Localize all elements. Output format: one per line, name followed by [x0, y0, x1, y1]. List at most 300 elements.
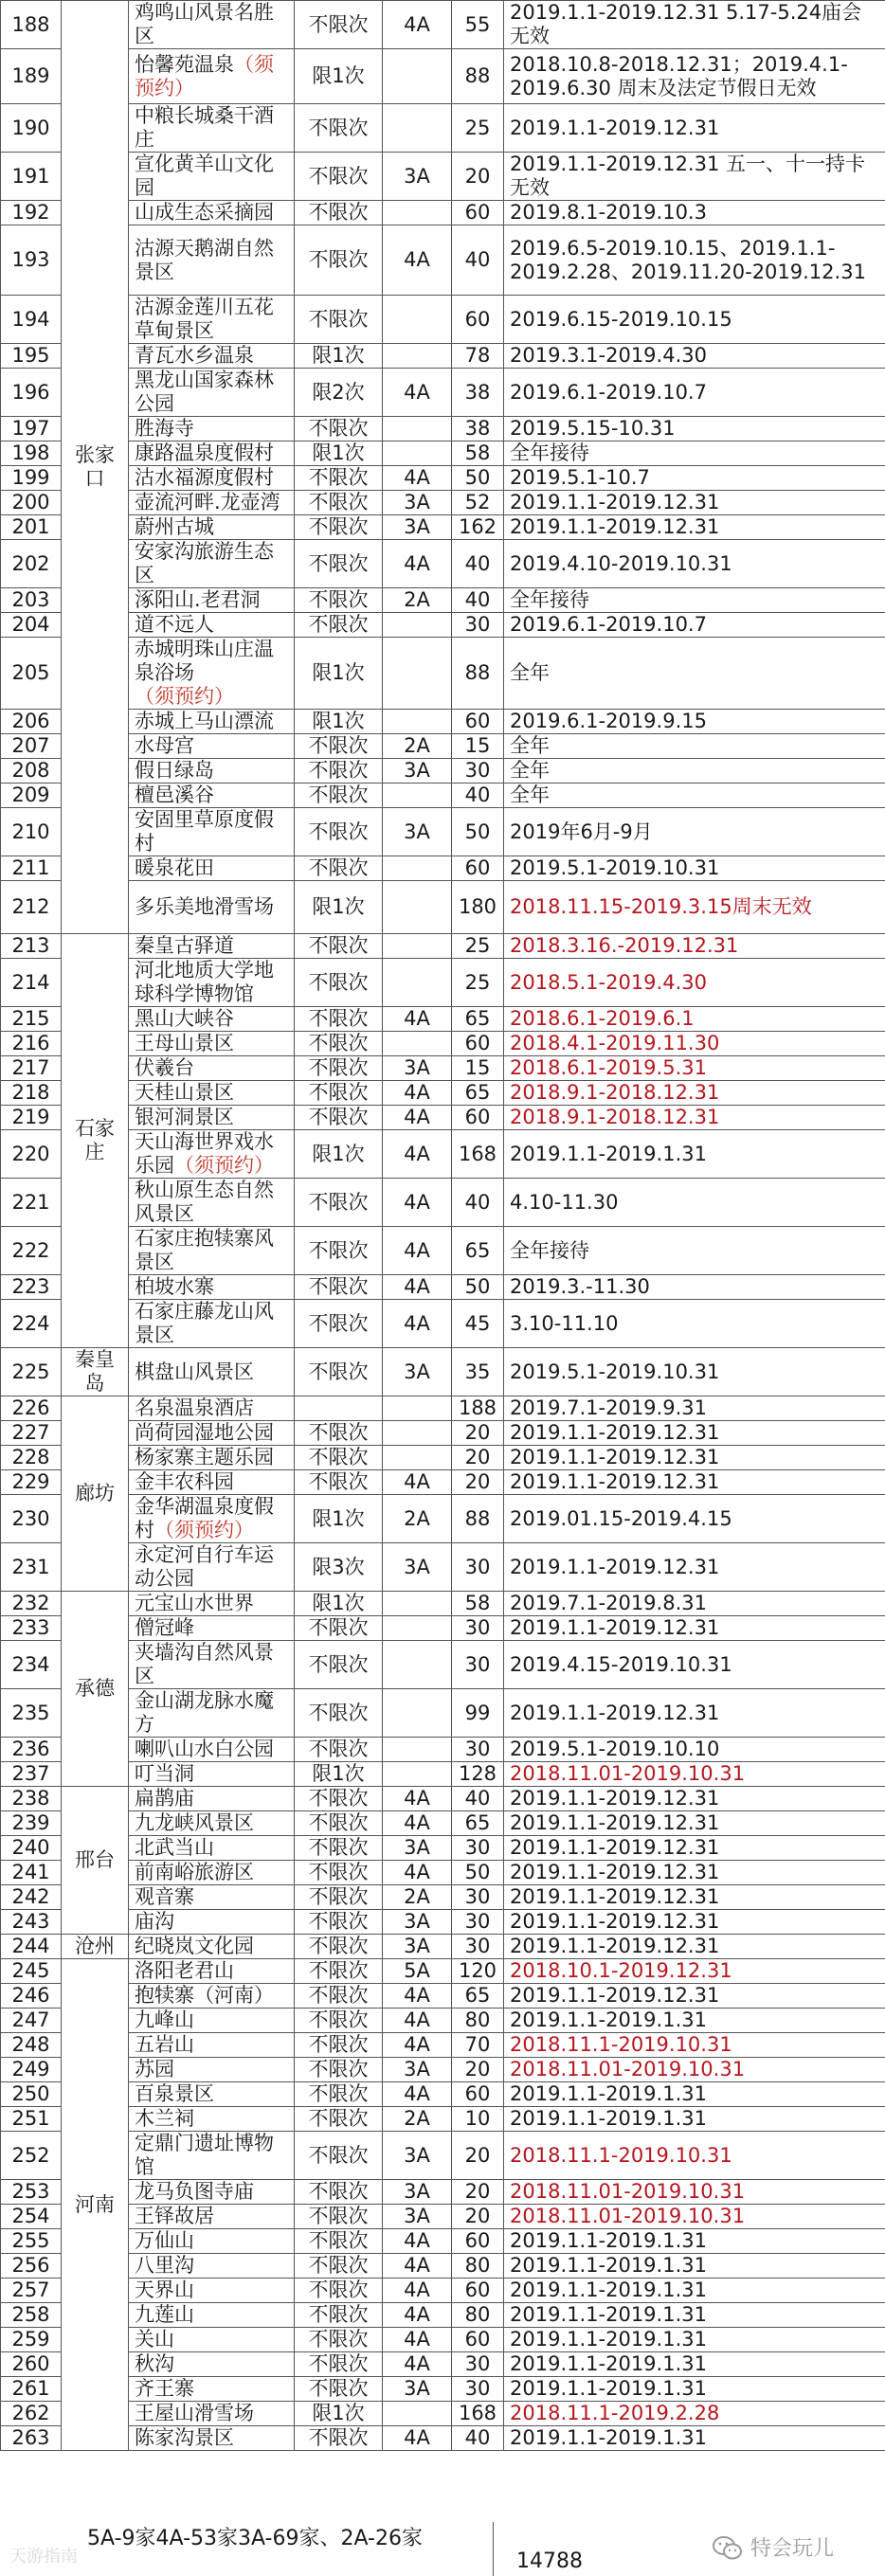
spot-name — [129, 441, 295, 466]
spot-name — [129, 49, 295, 104]
rating-level — [383, 2402, 452, 2426]
spot-name — [129, 1836, 295, 1861]
table-row — [1, 1762, 885, 1787]
rating-level: 4A — [383, 1081, 452, 1106]
table-row — [1, 1106, 885, 1130]
valid-dates: 2019.1.1-2019.1.31 — [504, 2229, 885, 2254]
usage-limit: 不限次 — [295, 2303, 383, 2328]
rating-level — [383, 613, 452, 638]
ticket-price: 20 — [452, 1446, 504, 1470]
spot-name — [129, 759, 295, 784]
valid-dates: 2019.1.1-2019.1.31 — [504, 2009, 885, 2033]
spot-name — [129, 1348, 295, 1396]
table-row — [1, 540, 885, 588]
row-number: 254 — [1, 2205, 62, 2229]
ticket-price: 30 — [452, 1738, 504, 1762]
spot-name-text: 石家庄抱犊寨风景区 — [135, 1227, 274, 1273]
ticket-price: 30 — [452, 2377, 504, 2402]
rating-level — [383, 1738, 452, 1762]
rating-level — [383, 1592, 452, 1616]
ticket-price: 40 — [452, 1179, 504, 1227]
ticket-price: 25 — [452, 934, 504, 959]
table-row — [1, 2082, 885, 2107]
spot-name — [129, 296, 295, 344]
spot-name — [129, 613, 295, 638]
spot-name-text: 沽源天鹅湖自然景区 — [135, 236, 274, 283]
usage-limit: 不限次 — [295, 153, 383, 201]
ticket-price: 58 — [452, 441, 504, 466]
valid-dates: 2019.1.1-2019.12.31 — [504, 1689, 885, 1738]
spot-name — [129, 1, 295, 49]
table-row — [1, 881, 885, 934]
spot-name — [129, 1446, 295, 1470]
ticket-price: 30 — [452, 1910, 504, 1935]
rating-level: 4A — [383, 1227, 452, 1275]
usage-limit: 不限次 — [295, 2426, 383, 2451]
rating-level — [383, 344, 452, 369]
usage-limit: 限1次 — [295, 2402, 383, 2426]
valid-dates: 2018.10.1-2019.12.31 — [504, 1959, 885, 1984]
usage-limit: 不限次 — [295, 225, 383, 296]
spot-name-text: 名泉温泉酒店 — [135, 1396, 254, 1419]
spot-name-text: 万仙山 — [135, 2229, 194, 2252]
valid-dates: 2019.1.1-2019.1.31 — [504, 2352, 885, 2377]
rating-level: 4A — [383, 466, 452, 491]
usage-limit: 不限次 — [295, 2058, 383, 2082]
usage-limit: 不限次 — [295, 1, 383, 49]
table-row — [1, 225, 885, 296]
table-row — [1, 959, 885, 1007]
usage-limit — [295, 1396, 383, 1421]
spot-name — [129, 638, 295, 710]
valid-dates: 2019.6.1-2019.9.15 — [504, 710, 885, 734]
city-cell: 张家口 — [62, 1, 129, 934]
row-number: 212 — [1, 881, 62, 934]
table-row — [1, 1396, 885, 1421]
row-number: 242 — [1, 1885, 62, 1910]
rating-level: 2A — [383, 1495, 452, 1543]
table-row — [1, 1495, 885, 1543]
ticket-price: 65 — [452, 1811, 504, 1836]
valid-dates: 2019.1.1-2019.12.31 — [504, 1811, 885, 1836]
spot-name — [129, 1007, 295, 1032]
row-number: 248 — [1, 2033, 62, 2058]
ticket-price: 30 — [452, 1543, 504, 1592]
spot-name-text: 九峰山 — [135, 2009, 194, 2031]
valid-dates: 2019.8.1-2019.10.3 — [504, 201, 885, 225]
valid-dates: 2019.1.1-2019.12.31 — [504, 1446, 885, 1470]
rating-level: 4A — [383, 1130, 452, 1179]
usage-limit: 不限次 — [295, 934, 383, 959]
rating-level: 4A — [383, 2033, 452, 2058]
row-number: 189 — [1, 49, 62, 104]
rating-level: 4A — [383, 1300, 452, 1348]
spot-name — [129, 1396, 295, 1421]
usage-limit: 不限次 — [295, 1885, 383, 1910]
row-number: 257 — [1, 2279, 62, 2303]
spot-name — [129, 466, 295, 491]
ticket-price: 120 — [452, 1959, 504, 1984]
table-row — [1, 856, 885, 881]
ticket-price: 88 — [452, 638, 504, 710]
spot-name-text: 天桂山景区 — [135, 1081, 234, 1104]
spot-name — [129, 1616, 295, 1641]
valid-dates: 2019.5.15-10.31 — [504, 417, 885, 441]
ticket-price: 65 — [452, 1007, 504, 1032]
valid-dates: 2019.7.1-2019.8.31 — [504, 1592, 885, 1616]
spot-name — [129, 881, 295, 934]
valid-dates: 2019.1.1-2019.12.31 — [504, 1836, 885, 1861]
valid-dates: 2019.1.1-2019.12.31 — [504, 1543, 885, 1592]
valid-dates: 3.10-11.10 — [504, 1300, 885, 1348]
rating-level — [383, 1396, 452, 1421]
ticket-price: 30 — [452, 1935, 504, 1959]
ticket-price: 45 — [452, 1300, 504, 1348]
spot-name-text: 夹墙沟自然风景区 — [135, 1641, 274, 1687]
spot-name-text: 喇叭山水白公园 — [135, 1738, 274, 1760]
spot-name — [129, 2352, 295, 2377]
row-number: 251 — [1, 2107, 62, 2132]
usage-limit: 限3次 — [295, 1543, 383, 1592]
ticket-price: 60 — [452, 2082, 504, 2107]
spot-name-text: 秦皇古驿道 — [135, 934, 234, 957]
row-number: 243 — [1, 1910, 62, 1935]
table-row — [1, 2229, 885, 2254]
rating-level — [383, 296, 452, 344]
spot-name-text: 天山海世界戏水乐园 — [135, 1130, 274, 1177]
rating-level: 3A — [383, 1836, 452, 1861]
ticket-price: 30 — [452, 1836, 504, 1861]
table-row — [1, 1179, 885, 1227]
row-number: 256 — [1, 2254, 62, 2279]
valid-dates: 2018.10.8-2018.12.31；2019.4.1-2019.6.30 周末及法定节假日无效 — [504, 49, 885, 104]
table-row — [1, 466, 885, 491]
row-number: 232 — [1, 1592, 62, 1616]
spot-name — [129, 2058, 295, 2082]
table-row — [1, 104, 885, 153]
ticket-price: 99 — [452, 1689, 504, 1738]
row-number: 241 — [1, 1861, 62, 1885]
spot-name — [129, 1935, 295, 1959]
row-number: 225 — [1, 1348, 62, 1396]
rating-level: 4A — [383, 369, 452, 417]
usage-limit: 不限次 — [295, 201, 383, 225]
city-cell: 廊坊 — [62, 1396, 129, 1592]
table-row — [1, 1056, 885, 1081]
usage-limit: 不限次 — [295, 2229, 383, 2254]
usage-limit: 不限次 — [295, 1446, 383, 1470]
spot-name — [129, 784, 295, 808]
row-number: 211 — [1, 856, 62, 881]
rating-level: 4A — [383, 1106, 452, 1130]
valid-dates: 2019.1.1-2019.12.31 — [504, 1984, 885, 2009]
table-row — [1, 638, 885, 710]
ticket-price: 128 — [452, 1762, 504, 1787]
row-number: 196 — [1, 369, 62, 417]
table-row — [1, 49, 885, 104]
spot-name-text: 王母山景区 — [135, 1032, 234, 1054]
table-row — [1, 2009, 885, 2033]
valid-dates: 2019.4.15-2019.10.31 — [504, 1641, 885, 1689]
rating-level — [383, 1421, 452, 1446]
table-row — [1, 2352, 885, 2377]
valid-dates: 2019.1.1-2019.1.31 — [504, 2279, 885, 2303]
rating-level: 3A — [383, 2132, 452, 2180]
row-number: 235 — [1, 1689, 62, 1738]
rating-level: 4A — [383, 2229, 452, 2254]
spot-name-text: 观音寨 — [135, 1885, 194, 1908]
rating-level: 3A — [383, 1348, 452, 1396]
ticket-price: 30 — [452, 1885, 504, 1910]
usage-limit: 不限次 — [295, 417, 383, 441]
usage-limit: 不限次 — [295, 1738, 383, 1762]
spot-name — [129, 417, 295, 441]
row-number: 219 — [1, 1106, 62, 1130]
spot-name-text: 壶流河畔.龙壶湾 — [135, 491, 280, 513]
rating-level: 3A — [383, 515, 452, 540]
spot-name-text: 八里沟 — [135, 2254, 194, 2277]
rating-level — [383, 1689, 452, 1738]
spot-name — [129, 1227, 295, 1275]
usage-limit: 不限次 — [295, 1032, 383, 1056]
row-number: 201 — [1, 515, 62, 540]
row-number: 253 — [1, 2180, 62, 2205]
table-row — [1, 1885, 885, 1910]
row-number: 204 — [1, 613, 62, 638]
spot-name — [129, 1811, 295, 1836]
city-cell: 河南 — [62, 1959, 129, 2451]
ticket-price: 20 — [452, 1421, 504, 1446]
row-number: 188 — [1, 1, 62, 49]
usage-limit: 不限次 — [295, 2279, 383, 2303]
row-number: 200 — [1, 491, 62, 515]
valid-dates: 2019.1.1-2019.12.31 — [504, 491, 885, 515]
row-number: 231 — [1, 1543, 62, 1592]
rating-level: 4A — [383, 2279, 452, 2303]
rating-level: 2A — [383, 734, 452, 759]
spot-name-text: 青瓦水乡温泉 — [135, 344, 254, 367]
rating-level — [383, 104, 452, 153]
valid-dates: 全年 — [504, 734, 885, 759]
ticket-price: 60 — [452, 1106, 504, 1130]
spot-name — [129, 1984, 295, 2009]
spot-name-text: 九莲山 — [135, 2303, 194, 2326]
usage-limit: 不限次 — [295, 734, 383, 759]
table-row — [1, 417, 885, 441]
spot-name-text: 尚荷园湿地公园 — [135, 1421, 274, 1444]
row-number: 263 — [1, 2426, 62, 2451]
wechat-icon — [713, 2535, 743, 2562]
ticket-price: 60 — [452, 2279, 504, 2303]
valid-dates: 2019.6.15-2019.10.15 — [504, 296, 885, 344]
row-number: 230 — [1, 1495, 62, 1543]
usage-limit: 不限次 — [295, 1984, 383, 2009]
usage-limit: 限1次 — [295, 49, 383, 104]
spot-name-text: 永定河自行车运动公园 — [135, 1543, 274, 1590]
usage-limit: 不限次 — [295, 1959, 383, 1984]
ticket-price: 168 — [452, 2402, 504, 2426]
usage-limit: 不限次 — [295, 104, 383, 153]
rating-level — [383, 784, 452, 808]
spot-name-text: 涿阳山.老君洞 — [135, 588, 261, 611]
row-number: 260 — [1, 2352, 62, 2377]
valid-dates: 2019.1.1-2019.12.31 — [504, 1421, 885, 1446]
booking-note: （须预约） — [174, 1154, 274, 1177]
footer-summary: 5A-9家4A-53家3A-69家、2A-26家 — [87, 2527, 423, 2550]
spot-name — [129, 1032, 295, 1056]
spot-name-text: 赤城明珠山庄温泉浴场 — [135, 638, 274, 684]
spot-name-text: 杨家寨主题乐园 — [135, 1446, 274, 1468]
table-row — [1, 1130, 885, 1179]
valid-dates: 2019.1.1-2019.1.31 — [504, 1130, 885, 1179]
ticket-price: 88 — [452, 1495, 504, 1543]
ticket-price: 20 — [452, 2180, 504, 2205]
ticket-price: 40 — [452, 225, 504, 296]
usage-limit: 不限次 — [295, 1861, 383, 1885]
valid-dates: 2019.1.1-2019.1.31 — [504, 2377, 885, 2402]
row-number: 227 — [1, 1421, 62, 1446]
ticket-price: 180 — [452, 881, 504, 934]
row-number: 203 — [1, 588, 62, 613]
ticket-price: 15 — [452, 1056, 504, 1081]
valid-dates: 2018.9.1-2018.12.31 — [504, 1081, 885, 1106]
spot-name — [129, 2180, 295, 2205]
ticket-price: 50 — [452, 808, 504, 856]
rating-level: 3A — [383, 1935, 452, 1959]
ticket-price: 80 — [452, 2303, 504, 2328]
table-row — [1, 2402, 885, 2426]
usage-limit: 不限次 — [295, 1935, 383, 1959]
usage-limit: 不限次 — [295, 1275, 383, 1300]
row-number: 192 — [1, 201, 62, 225]
spot-name — [129, 2009, 295, 2033]
spot-name-text: 康路温泉度假村 — [135, 441, 274, 464]
spot-name — [129, 2082, 295, 2107]
rating-level — [383, 856, 452, 881]
usage-limit: 限1次 — [295, 441, 383, 466]
spot-name — [129, 2402, 295, 2426]
footer-divider — [493, 2522, 494, 2576]
spot-name-text: 王铎故居 — [135, 2205, 214, 2227]
usage-limit: 不限次 — [295, 515, 383, 540]
spot-name-text: 苏园 — [135, 2058, 174, 2081]
spot-name-text: 假日绿岛 — [135, 759, 214, 782]
rating-level: 3A — [383, 153, 452, 201]
table-row — [1, 2254, 885, 2279]
usage-limit: 不限次 — [295, 588, 383, 613]
spot-name — [129, 1592, 295, 1616]
spot-name — [129, 153, 295, 201]
ticket-price: 60 — [452, 296, 504, 344]
spot-name — [129, 2377, 295, 2402]
row-number: 191 — [1, 153, 62, 201]
usage-limit: 不限次 — [295, 1787, 383, 1811]
rating-level: 4A — [383, 1811, 452, 1836]
spot-name — [129, 1861, 295, 1885]
spot-name-text: 叮当洞 — [135, 1762, 194, 1785]
valid-dates: 2019.5.1-2019.10.31 — [504, 1348, 885, 1396]
spot-name-text: 宣化黄羊山文化园 — [135, 153, 274, 199]
rating-level: 3A — [383, 1056, 452, 1081]
spot-name — [129, 491, 295, 515]
usage-limit: 不限次 — [295, 296, 383, 344]
table-row — [1, 710, 885, 734]
valid-dates: 2018.3.16.-2019.12.31 — [504, 934, 885, 959]
rating-level: 4A — [383, 1470, 452, 1495]
usage-limit: 不限次 — [295, 2107, 383, 2132]
spot-name — [129, 201, 295, 225]
ticket-price: 20 — [452, 2058, 504, 2082]
spot-name-text: 石家庄藤龙山风景区 — [135, 1300, 274, 1346]
rating-level: 2A — [383, 1885, 452, 1910]
valid-dates: 2019.1.1-2019.1.31 — [504, 2082, 885, 2107]
rating-level — [383, 1032, 452, 1056]
table-row — [1, 369, 885, 417]
spot-name — [129, 225, 295, 296]
valid-dates: 2019年6月-9月 — [504, 808, 885, 856]
spot-name-text: 道不远人 — [135, 613, 214, 636]
spot-name — [129, 1543, 295, 1592]
ticket-price: 55 — [452, 1, 504, 49]
ticket-price: 162 — [452, 515, 504, 540]
ticket-price: 30 — [452, 2352, 504, 2377]
ticket-price: 60 — [452, 2328, 504, 2352]
row-number: 218 — [1, 1081, 62, 1106]
usage-limit: 不限次 — [295, 959, 383, 1007]
row-number: 197 — [1, 417, 62, 441]
valid-dates: 4.10-11.30 — [504, 1179, 885, 1227]
rating-level — [383, 1446, 452, 1470]
ticket-price: 30 — [452, 1641, 504, 1689]
ticket-price: 20 — [452, 1470, 504, 1495]
row-number: 190 — [1, 104, 62, 153]
ticket-price: 52 — [452, 491, 504, 515]
row-number: 250 — [1, 2082, 62, 2107]
valid-dates: 2018.9.1-2018.12.31 — [504, 1106, 885, 1130]
valid-dates: 2019.1.1-2019.1.31 — [504, 2254, 885, 2279]
spot-name-text: 秋沟 — [135, 2352, 174, 2375]
usage-limit: 不限次 — [295, 2009, 383, 2033]
valid-dates: 2019.5.1-10.7 — [504, 466, 885, 491]
spot-name — [129, 2107, 295, 2132]
spot-name — [129, 2254, 295, 2279]
row-number: 214 — [1, 959, 62, 1007]
rating-level: 3A — [383, 2377, 452, 2402]
spot-name — [129, 1689, 295, 1738]
rating-level: 2A — [383, 588, 452, 613]
row-number: 259 — [1, 2328, 62, 2352]
ticket-price: 30 — [452, 1616, 504, 1641]
valid-dates: 2018.6.1-2019.5.31 — [504, 1056, 885, 1081]
valid-dates: 全年接待 — [504, 588, 885, 613]
rating-level — [383, 1762, 452, 1787]
valid-dates: 2019.6.1-2019.10.7 — [504, 369, 885, 417]
rating-level: 4A — [383, 2303, 452, 2328]
spot-name — [129, 2303, 295, 2328]
valid-dates: 2019.1.1-2019.12.31 五一、十一持卡无效 — [504, 153, 885, 201]
ticket-price: 88 — [452, 49, 504, 104]
ticket-price: 50 — [452, 466, 504, 491]
valid-dates: 全年 — [504, 784, 885, 808]
spot-name — [129, 1910, 295, 1935]
rating-level: 3A — [383, 2180, 452, 2205]
spot-name-text: 黑山大峡谷 — [135, 1007, 234, 1030]
row-number: 258 — [1, 2303, 62, 2328]
ticket-price: 60 — [452, 1032, 504, 1056]
valid-dates: 2019.1.1-2019.12.31 5.17-5.24庙会无效 — [504, 1, 885, 49]
table-row — [1, 2426, 885, 2451]
rating-level: 3A — [383, 1910, 452, 1935]
